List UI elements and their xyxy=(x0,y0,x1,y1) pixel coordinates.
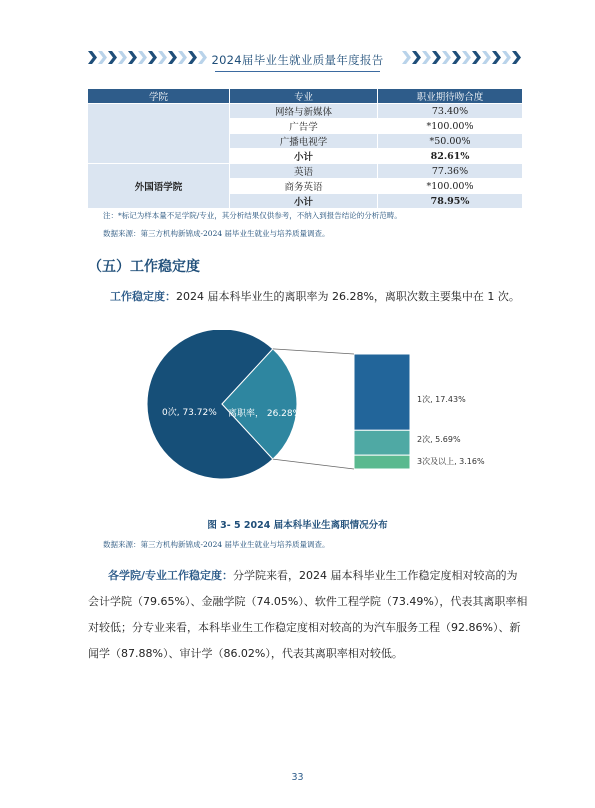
bar-label-2: 2次, 5.69% xyxy=(417,435,461,444)
career-match-table xyxy=(87,88,523,209)
table-cell-value: 78.95% xyxy=(378,194,523,209)
table-source: 数据来源：第三方机构新锦成-2024 届毕业生就业与培养质量调查。 xyxy=(103,229,330,238)
connector-line-bottom xyxy=(273,459,354,469)
bar-label-3: 3次及以上, 3.16% xyxy=(417,457,485,466)
table-cell-value: 73.40% xyxy=(378,104,523,119)
paragraph-text: 2024 届本科毕业生的离职率为 26.28%，离职次数主要集中在 1 次。 xyxy=(176,290,520,303)
chart-caption: 图 3- 5 2024 届本科毕业生离职情况分布 xyxy=(207,520,388,531)
table-cell-value: *100.00% xyxy=(378,119,523,134)
table-header-college: 学院 xyxy=(88,89,230,104)
table-header-major: 专业 xyxy=(230,89,378,104)
bar-segment-1 xyxy=(354,354,410,430)
table-cell-major: 小计 xyxy=(230,149,378,164)
paragraph-stability xyxy=(110,290,530,304)
page-number: 33 xyxy=(291,772,304,783)
table-cell-college: 外国语学院 xyxy=(88,164,230,209)
section-title: （五）工作稳定度 xyxy=(88,259,200,275)
table-row xyxy=(88,104,523,119)
table-cell-major: 商务英语 xyxy=(230,179,378,194)
paragraph-lead: 各学院/专业工作稳定度： xyxy=(108,569,234,582)
table-cell-major: 网络与新媒体 xyxy=(230,104,378,119)
bar-segment-2 xyxy=(354,430,410,455)
table-note: 注：*标记为样本量不足学院/专业，其分析结果仅供参考，不纳入到报告结论的分析范畴。 xyxy=(103,211,402,220)
header-decoration-right xyxy=(402,51,521,64)
paragraph-lead: 工作稳定度： xyxy=(110,290,176,303)
table-cell-major: 广告学 xyxy=(230,119,378,134)
table-cell-major: 小计 xyxy=(230,194,378,209)
pie-label-no-turnover: 0次, 73.72% xyxy=(162,408,217,418)
table-cell-major: 广播电视学 xyxy=(230,134,378,149)
table-row xyxy=(88,164,523,179)
table-cell-value: *50.00% xyxy=(378,134,523,149)
table-cell-value: 77.36% xyxy=(378,164,523,179)
chart-source: 数据来源：第三方机构新锦成-2024 届毕业生就业与培养质量调查。 xyxy=(103,540,330,549)
paragraph-text: 分学院来看，2024 届本科毕业生工作稳定度相对较高的为会计学院（79.65%）、金融学院（74.05%）、软件工程学院（73.49%），代表其离职率相对较低；分专业来看，本科毕业生工作稳定度相对较高的为汽车服务工程（92.86%）、新闻学（87.88%）、审计学（86.02%），代表其离职率相对较低。 xyxy=(88,569,528,660)
table-header-match: 职业期待吻合度 xyxy=(378,89,523,104)
turnover-chart xyxy=(0,330,595,510)
table-header-row xyxy=(88,89,523,104)
table-cell-value: *100.00% xyxy=(378,179,523,194)
pie-label-turnover: 离职率， 26.28% xyxy=(228,409,302,419)
table-cell-major: 英语 xyxy=(230,164,378,179)
bar-label-1: 1次, 17.43% xyxy=(417,395,466,404)
header-title: 2024届毕业生就业质量年度报告 xyxy=(211,53,384,67)
paragraph-college-stability xyxy=(88,563,528,667)
table-cell-value: 82.61% xyxy=(378,149,523,164)
bar-segment-3 xyxy=(354,455,410,469)
connector-line-top xyxy=(273,349,354,354)
header-underline xyxy=(215,71,380,72)
table-cell-college xyxy=(88,104,230,164)
